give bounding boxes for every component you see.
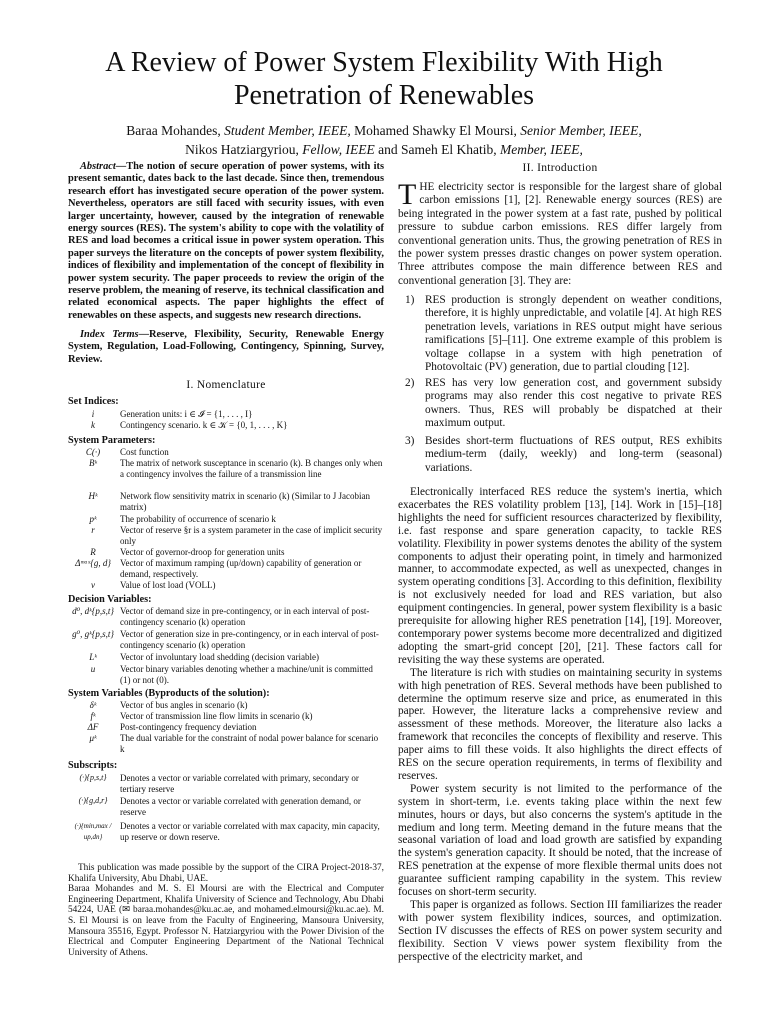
list-item: 2) RES has very low generation cost, and government subsidy programs may also render this cost negative to private RES owners. Thus, RES will probably be dispatched at their maximum output. xyxy=(405,377,722,430)
nomenclature-heading: I. Nomenclature xyxy=(186,379,266,391)
abstract-text: —The notion of secure operation of power systems, with its present semantic, dates back to the last decade. Since then, tremendous research effort has investigated secure operation of the power system. Nevertheless, operators are still faced with security issues, with even larger uncertainty, however, caused by the integration of renewable energy sources (RES). The system's ability to cope with the volatility of RES and load becomes a critical issue in power system operation. This paper surveys the literature on the concepts of power system flexibility, indices of flexibility and implementation of the concept of flexibility in power system security. The paper proceeds to review the origin of the reserve problem, the meaning of reserve, its technical classification and related economical aspects. The paper highlights the effect of renewables on these aspects, and suggests new research directions. xyxy=(68,161,384,321)
author-name: Mohamed Shawky El Moursi, xyxy=(354,123,517,138)
author-role: Fellow, IEEE xyxy=(302,142,375,157)
intro-paragraph-5: This paper is organized as follows. Section III familiarizes the reader with power system flexibility indices, sources, and optimization. Section IV discusses the effects of RES on power system security and flexibility. Section V views power system flexibility from the perspective of the electricity market, and xyxy=(398,899,722,963)
index-terms-text: —Reserve, Flexibility, Security, Renewable Energy System, Regulation, Load-Following, Contingency, Spinning, Survey, Review. xyxy=(68,329,384,365)
footnote-affiliations: Baraa Mohandes and M. S. El Moursi are with the Electrical and Computer Engineering Department, Khalifa University of Science and Technology, Abu Dhabi 54224, UAE (✉ baraa.mohandes@ku.ac.ae, and mohamed.elmoursi@ku.ac.ae). M. S. El Moursi is on leave from the Faculty of Engineering, Mansoura University, Mansoura 35516, Egypt. Professor N. Hatziargyriou with the Power Division of the Electrical and Computer Engineering Department of the National Technical University of Athens. xyxy=(68,884,384,958)
intro-paragraph-2: Electronically interfaced RES reduce the system's inertia, which exacerbates the RES volatility problem [13], [14]. Work in [15]–[18] highlights the need for sufficient resources characterized by flexibility, i.e. fast response and spare generation capacity, to tackle RES volatility. Flexibility in power systems denotes the ability of the system components to adjust their operating point, in timely and harmonized manner, to accommodate expected, as well as unexpected, changes in system operating conditions [3]. According to this definition, flexibility is not exclusively needed for load and RES variation, but also equipment contingencies. In general, power system flexibility is a basic prerequisite for allowing higher RES penetration [14], [19]. Moreover, contemporary power systems become more decentralized and digitized adopting the smart-grid concept [20], [21]. These factors call for revisiting the way these systems are operated. xyxy=(398,486,722,666)
intro-paragraph-1: THE electricity sector is responsible for the largest share of global carbon emissions [1], [2]. Renewable energy sources (RES) are being integrated in the power system at a fast rate, pushed by political pressure to subdue carbon emissions. RES differ largely from conventional generation units. Thus, the growing penetration of RES in the power system presses drastic changes on power system operation. Three attributes compose the main difference between RES and conventional generation [3]. They are: xyxy=(398,178,722,287)
author-line-2 xyxy=(40,140,728,159)
author-name: Nikos Hatziargyriou, xyxy=(185,142,299,157)
list-item: 1) RES production is strongly dependent on weather conditions, therefore, it is highly unpredictable, and volatile [4]. At high RES penetration levels, variations in RES output might have serious ramifications [5]–[11]. One extreme example of this problem is voltage collapse in a system with high penetration of Photovoltaic (PV) generation, due to partial clouding [12]. xyxy=(405,294,722,374)
paper-page: A Review of Power System Flexibility With High Penetration of Renewables Baraa Mohandes, Student Member, IEEE, Mohamed Shawky El Moursi, Senior Member, IEEE, Nikos Hatziargyriou, Fellow, IEEE and Sameh El Khatib, Member, IEEE, Abstract—The notion of secure operation of power systems, with its present semantic, dates back to the last decade. Since then, tremendous research effort has investigated secure operation of the power system. Nevertheless, operators are still faced with security issues, with even larger uncertainty, however, caused by the integration of renewable energy sources (RES). The system's ability to cope with the volatility of RES and load becomes a critical issue in power system operation. This paper surveys the literature on the concepts of power system flexibility, indices of flexibility and implementation of the concept of flexibility in power system security. The paper proceeds to review the origin of the reserve problem, the meaning of reserve, its technical classification and related economical aspects. The paper highlights the effect of renewables on these aspects, and suggests new research directions. Index Terms—Reserve, Flexibility, Security, Renewable Energy System, Regulation, Load-Following, Contingency, Spinning, Survey, Review. I. Nomenclature Set Indices: i Generation units: i ∈ 𝓘 = {1, . . . , I} k Contingency scenario. k ∈ 𝒦 = {0, 1, . . . , K} System Parameters: C(·) Cost function Bᵏ The matrix of network susceptance in scenario (k). B changes only when a contingency involves the failure of a transmission line Hᵏ Network flow sensitivity matrix in scenario (k) (Similar to J Jacobian matrix) pᵏ The probability of occurrence of scenario k r Vector of reserve §r is a system parameter in the case of implicit security only R Vector of governor-droop for generation units Δᵐᵃˣ{g, d} Vector of maximum ramping (up/down) capability of generation or demand, respectively. v Value of lost load (VOLL) Decision Variables: d⁰, dᵏ{p,s,t} Vector of demand size in pre-contingency, or in each interval of post-contingency scenario (k) operation g⁰, gᵏ{p,s,t} Vector of generation size in pre-contingency, or in each interval of post-contingency scenario (k) operation Lᵏ Vector of involuntary load shedding (decision variable) u Vector binary variables denoting whether a machine/unit is committed (1) or not (0). System Variables (Byproducts of the solution): δᵏ Vector of bus angles in scenario (k) fᵏ Vector of transmission line flow limits in scenario (k) ΔF Post-contingency frequency deviation μᵏ The dual variable for the constraint of nodal power balance for scenario k Subscripts: (·){p,s,t} Denotes a vector or variable correlated with primary, secondary or tertiary reserve (·){g,d,r} Denotes a vector or variable correlated with generation demand, or reserve (·){min,max / up,dn} Denotes a vector or variable correlated with max capacity, min capacity, up reserve or down reserve. This publication was made possible by the support of the CIRA Project-2018-37, Khalifa University, Abu Dhabi, UAE. Baraa Mohandes and M. S. El Moursi are with the Electrical and Computer Engineering Department, Khalifa University of Science and Technology, Abu Dhabi 54224, UAE (✉ baraa.mohandes@ku.ac.ae, and mohamed.elmoursi@ku.ac.ae). M. S. El Moursi is on leave from the Faculty of Engineering, Mansoura University, Mansoura 35516, Egypt. Professor N. Hatziargyriou with the Power Division of the Electrical and Computer Engineering Department of the National Technical University of Athens. II. Introduction THE electricity sector is responsible for the largest share of global carbon emissions [1], [2]. Renewable energy sources (RES) are being integrated in the power system at a fast rate, pushed by political pressure to subdue carbon emissions. RES differ largely from conventional generation units. Thus, the growing penetration of RES in the power system presses drastic changes on power system operation. Three attributes compose the main difference between RES and conventional generation [3]. They are: 1) RES production is strongly dependent on weather conditions, therefore, it is highly unpredictable, and volatile [4]. At high RES penetration levels, variations in RES output might have serious ramifications [5]–[11]. One extreme example of this problem is voltage collapse in a system with high penetration of Photovoltaic (PV) generation, due to partial clouding [12]. 2) RES has very low generation cost, and government subsidy programs may also render this cost negative to private RES owners. Thus, RES will probably be dispatched at their maximum output. 3) Besides short-term fluctuations of RES output, RES exhibits medium-term (daily, weekly) and long-term (seasonal) variations. Electronically interfaced RES reduce the system's inertia, which exacerbates the RES volatility problem [13], [14]. Work in [15]–[18] highlights the need for sufficient resources characterized by flexibility, i.e. fast response and spare generation capacity, to tackle RES volatility. Flexibility in power systems denotes the ability of the system components to adjust their operating point, in timely and harmonized manner, to accommodate expected, as well as unexpected, changes in system operating conditions [3]. According to this definition, flexibility is not exclusively needed for load and RES variation, but also equipment contingencies. In general, power system flexibility is a basic prerequisite for allowing higher RES penetration [14], [19]. Moreover, contemporary power systems become more decentralized and digitized adopting the smart-grid concept [20], [21]. These factors call for revisiting the way these systems are operated. The literature is rich with studies on maintaining security in systems with high penetration of RES. Several methods have been published to determine the optimum reserve size and price, as enumerated in this paper. However, the literature lacks a comprehensive review and assessment of these methods. Moreover, the literature also lacks a framework that reconciles the concepts of flexibility and reserve. This paper aims to fill these voids. It also highlights the direct effects of RES on the secure operation requirements, in terms of flexibility and reserves. Power system security is not limited to the performance of the system in short-term, i.e. events taking place within the next few minutes, hours or days, but also concerns the system's aptitude in the medium and long term. Meeting demand in the future means that the seasonal variation of load and load growth are satisfied by expanding the system's generation capacity. It should be noted, that the increase of RES penetration at the expense of more flexible thermal units does not guarantee sufficient ramping capability in the system. This review focuses on short-term security. This paper is organized as follows. Section III familiarizes the reader with power system flexibility indices, sources, and optimization. Section IV discusses the effects of RES on power system security and flexibility. Section V views power system flexibility from the perspective of the electricity market, and xyxy=(0,0,768,1024)
footnote-funding: This publication was made possible by the support of the CIRA Project-2018-37, Khalifa University, Abu Dhabi, UAE. xyxy=(68,863,384,884)
nomenclature-row: k Contingency scenario. k ∈ 𝒦 = {0, 1, . . . , K} xyxy=(91,420,288,430)
intro-paragraph-4: Power system security is not limited to the performance of the system in short-term, i.e. events taking place within the next few minutes, hours or days, but also concerns the system's aptitude in the medium and long term. Meeting demand in the future means that the seasonal variation of load and load growth are satisfied by expanding the system's generation capacity. It should be noted, that the increase of RES penetration at the expense of more flexible thermal units does not guarantee sufficient ramping capability in the system. This review focuses on short-term security. xyxy=(398,782,722,899)
index-terms xyxy=(68,329,384,366)
intro-paragraph-3: The literature is rich with studies on maintaining security in systems with high penetration of RES. Several methods have been published to determine the optimum reserve size and price, as enumerated in this paper. However, the literature lacks a comprehensive review and assessment of these methods. Moreover, the literature also lacks a framework that reconciles the concepts of flexibility and reserve. This paper aims to fill these voids. It also highlights the direct effects of RES on the secure operation requirements, in terms of flexibility and reserves. xyxy=(398,666,722,782)
author-role: Member, IEEE, xyxy=(499,142,583,157)
introduction-heading: II. Introduction xyxy=(522,162,598,174)
list-item: 3) Besides short-term fluctuations of RES output, RES exhibits medium-term (daily, weekly) and long-term (seasonal) variations. xyxy=(405,435,722,474)
system-variables-heading: System Variables (Byproducts of the solution): xyxy=(68,688,270,699)
author-role: Senior Member, IEEE, xyxy=(520,123,642,138)
set-indices-heading: Set Indices: xyxy=(68,396,119,407)
decision-variables-heading: Decision Variables: xyxy=(68,594,152,605)
nomenclature-row: i Generation units: i ∈ 𝓘 = {1, . . . , I} xyxy=(91,409,253,419)
abstract-label: Abstract xyxy=(80,161,116,172)
system-parameters-heading: System Parameters: xyxy=(68,435,156,446)
author-name: Sameh El Khatib, xyxy=(401,142,497,157)
author-line-1 xyxy=(40,121,728,140)
subscripts-heading: Subscripts: xyxy=(68,760,118,771)
paper-title: A Review of Power System Flexibility With High Penetration of Renewables xyxy=(105,47,663,111)
drop-cap: T xyxy=(398,178,417,211)
author-name: Baraa Mohandes, xyxy=(126,123,221,138)
author-role: Student Member, IEEE, xyxy=(224,123,351,138)
intro-body xyxy=(398,486,722,964)
author-list xyxy=(40,121,728,159)
footnote xyxy=(68,863,384,958)
author-conjunction: and xyxy=(378,142,398,157)
abstract xyxy=(68,161,384,322)
index-terms-label: Index Terms xyxy=(80,329,139,340)
